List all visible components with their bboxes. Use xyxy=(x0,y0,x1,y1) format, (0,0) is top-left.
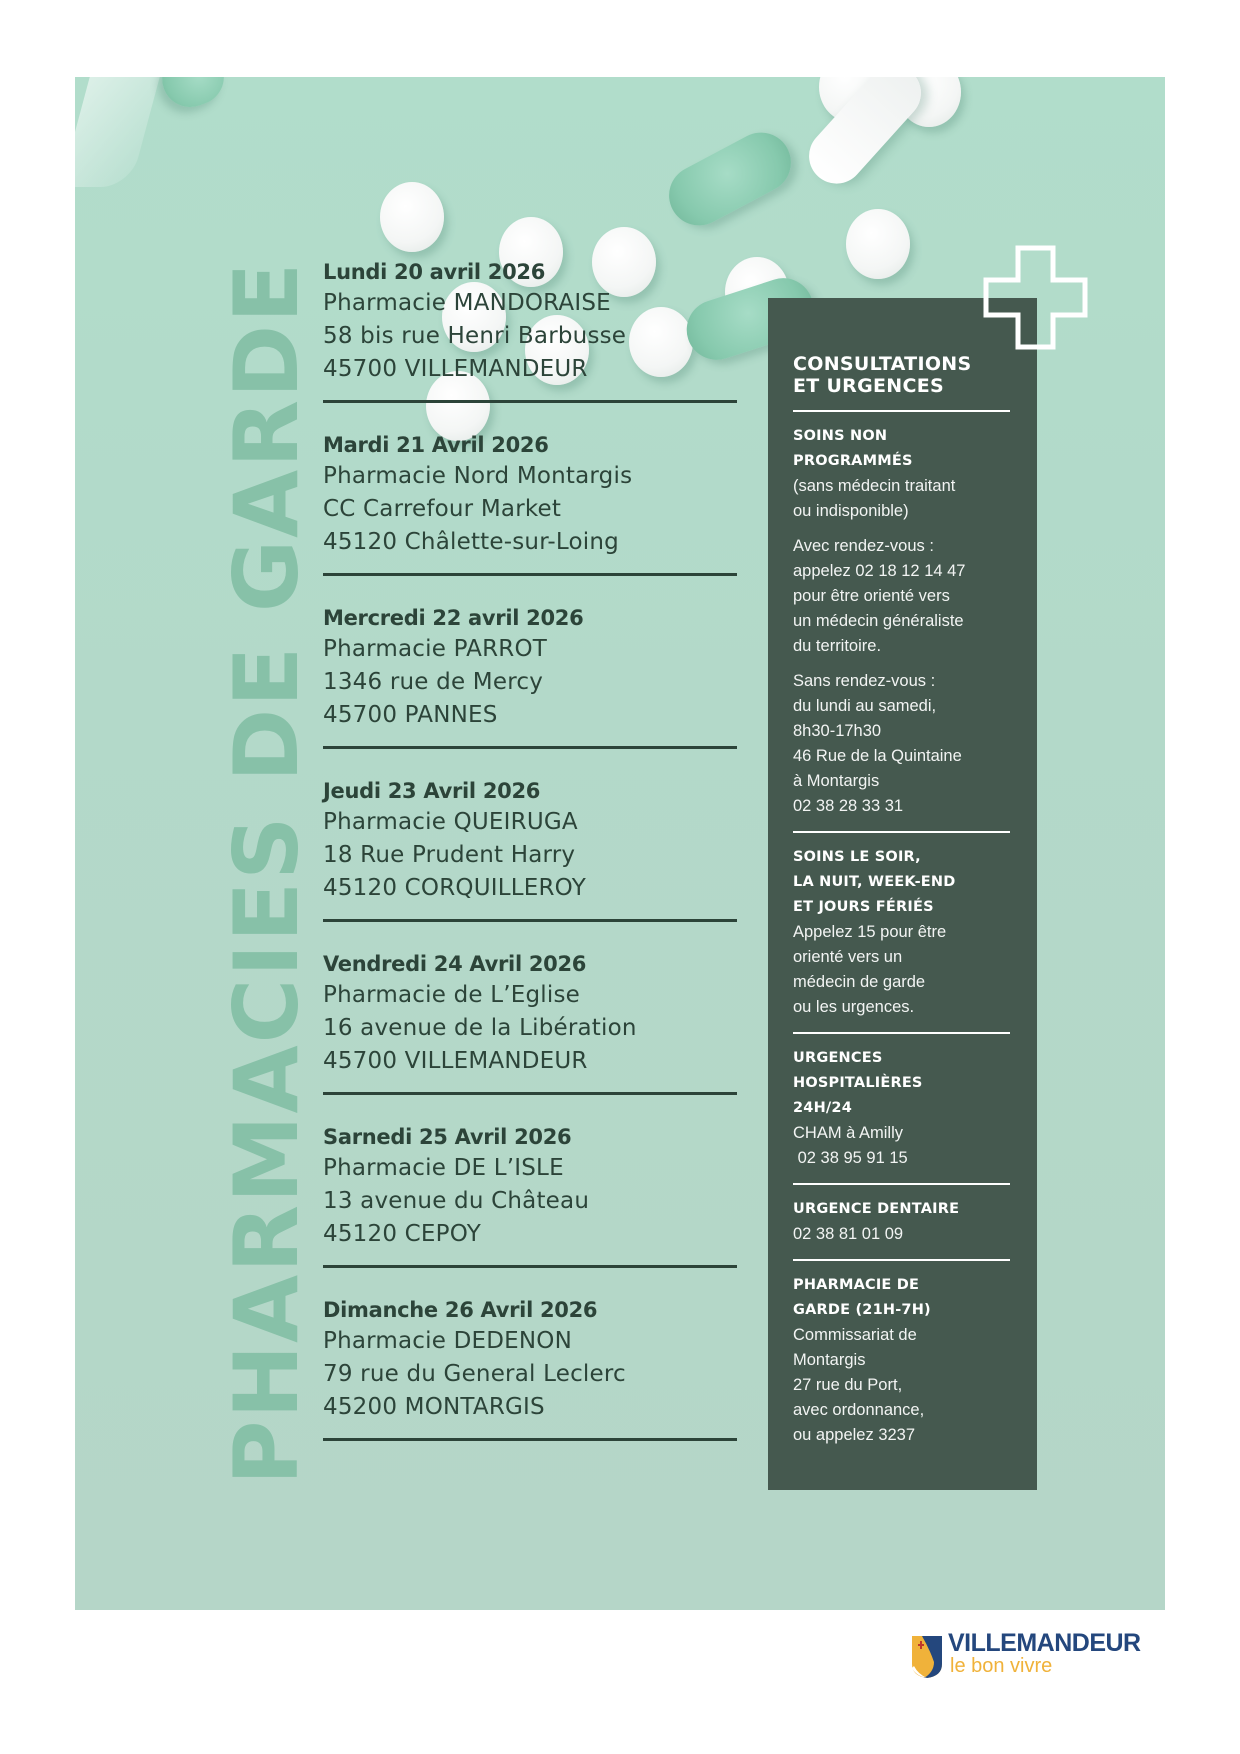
section-text: médecin de garde xyxy=(793,973,926,991)
section-heading: URGENCES xyxy=(793,1050,883,1066)
divider xyxy=(793,1032,1010,1034)
section-heading: SOINS NON xyxy=(793,428,888,444)
panel-title-line: CONSULTATIONS xyxy=(793,353,972,375)
pharmacy-address: 13 avenue du Château xyxy=(323,1188,590,1214)
section-text: du lundi au samedi, xyxy=(793,697,937,715)
entry-date: Jeudi 23 Avril 2026 xyxy=(323,779,541,803)
section-text: du territoire. xyxy=(793,637,882,655)
section-text: pour être orienté vers xyxy=(793,587,950,605)
divider xyxy=(323,1092,737,1095)
section-text: (sans médecin traitant xyxy=(793,477,956,495)
divider xyxy=(793,410,1010,412)
section-soins-non-programmes xyxy=(793,424,1010,819)
divider xyxy=(323,573,737,576)
pharmacy-entry xyxy=(323,776,737,949)
pharmacy-address: CC Carrefour Market xyxy=(323,496,562,522)
green-tablet-decoration xyxy=(154,77,231,115)
section-text: Avec rendez-vous : xyxy=(793,537,934,555)
vial-decoration xyxy=(75,77,160,187)
address-text: 27 rue du Port, xyxy=(793,1376,903,1394)
white-pill-decoration xyxy=(380,182,444,252)
pharmacy-name: Pharmacie de L’Eglise xyxy=(323,982,581,1008)
consultations-panel xyxy=(768,298,1037,1490)
page-title: PHARMACIES DE GARDE xyxy=(215,260,318,1485)
pharmacy-name: Pharmacie DEDENON xyxy=(323,1328,572,1354)
section-text: orienté vers un xyxy=(793,948,903,966)
pharmacy-city: 45700 VILLEMANDEUR xyxy=(323,1048,588,1074)
pharmacy-city: 45700 PANNES xyxy=(323,702,498,728)
pharmacy-entry xyxy=(323,1295,737,1468)
section-heading: URGENCE DENTAIRE xyxy=(793,1201,960,1217)
pharmacy-address: 79 rue du General Leclerc xyxy=(323,1361,626,1387)
entry-date: Vendredi 24 Avril 2026 xyxy=(323,952,587,976)
divider xyxy=(793,1259,1010,1261)
phone-text: appelez 02 18 12 14 47 xyxy=(793,562,966,580)
divider xyxy=(793,831,1010,833)
pharmacy-address: 1346 rue de Mercy xyxy=(323,669,544,695)
section-text: ou indisponible) xyxy=(793,502,909,520)
white-capsule-decoration xyxy=(798,77,933,195)
pharmacy-entry xyxy=(323,430,737,603)
section-text: ou les urgences. xyxy=(793,998,915,1016)
address-text: 46 Rue de la Quintaine xyxy=(793,747,962,765)
panel-title-line: ET URGENCES xyxy=(793,375,944,397)
divider xyxy=(323,919,737,922)
entry-date: Mardi 21 Avril 2026 xyxy=(323,433,549,457)
section-text: Appelez 15 pour être xyxy=(793,923,947,941)
pharmacy-address: 58 bis rue Henri Barbusse xyxy=(323,323,627,349)
divider xyxy=(323,400,737,403)
pharmacy-name: Pharmacie Nord Montargis xyxy=(323,463,633,489)
pharmacy-list xyxy=(323,257,737,1468)
pharmacy-entry xyxy=(323,949,737,1122)
pharmacy-city: 45120 CEPOY xyxy=(323,1221,482,1247)
entry-date: Mercredi 22 avril 2026 xyxy=(323,606,584,630)
pharmacy-address: 18 Rue Prudent Harry xyxy=(323,842,576,868)
section-text: un médecin généraliste xyxy=(793,612,964,630)
section-soins-soir xyxy=(793,845,1010,1020)
section-urgence-dentaire xyxy=(793,1197,1010,1247)
divider xyxy=(323,1265,737,1268)
pharmacy-city: 45120 Châlette-sur-Loing xyxy=(323,529,619,555)
pharmacy-address: 16 avenue de la Libération xyxy=(323,1015,637,1041)
pharmacy-entry xyxy=(323,257,737,430)
phone-text: ou appelez 3237 xyxy=(793,1426,916,1444)
section-heading: HOSPITALIÈRES xyxy=(793,1075,923,1091)
phone-text: 02 38 95 91 15 xyxy=(793,1149,908,1167)
pharmacy-name: Pharmacie MANDORAISE xyxy=(323,290,611,316)
section-heading: 24H/24 xyxy=(793,1100,852,1116)
pharmacy-name: Pharmacie DE L’ISLE xyxy=(323,1155,564,1181)
logo-name: VILLEMANDEUR xyxy=(948,1629,1141,1657)
entry-date: Sarnedi 25 Avril 2026 xyxy=(323,1125,572,1149)
hours-text: 8h30-17h30 xyxy=(793,722,882,740)
section-pharmacie-nuit xyxy=(793,1273,1010,1448)
pharmacy-entry xyxy=(323,603,737,776)
villemandeur-logo xyxy=(910,1628,1160,1684)
section-text: Sans rendez-vous : xyxy=(793,672,936,690)
divider xyxy=(323,746,737,749)
section-text: Commissariat de xyxy=(793,1326,917,1344)
logo-tagline: le bon vivre xyxy=(950,1655,1053,1677)
pharmacy-city: 45200 MONTARGIS xyxy=(323,1394,545,1420)
section-heading: SOINS LE SOIR, xyxy=(793,849,921,865)
poster-background xyxy=(75,77,1165,1610)
phone-text: 02 38 28 33 31 xyxy=(793,797,904,815)
pharmacy-city: 45120 CORQUILLEROY xyxy=(323,875,586,901)
section-text: Montargis xyxy=(793,1351,866,1369)
pharmacy-city: 45700 VILLEMANDEUR xyxy=(323,356,588,382)
section-urgences-hospitalieres xyxy=(793,1046,1010,1171)
section-text: avec ordonnance, xyxy=(793,1401,925,1419)
pharmacy-cross-icon xyxy=(983,245,1088,350)
white-pill-decoration xyxy=(846,209,910,279)
coat-of-arms-icon xyxy=(910,1628,944,1680)
section-heading: PROGRAMMÉS xyxy=(793,453,913,469)
pharmacy-name: Pharmacie PARROT xyxy=(323,636,548,662)
divider xyxy=(323,1438,737,1441)
section-text: CHAM à Amilly xyxy=(793,1124,904,1142)
phone-text: 02 38 81 01 09 xyxy=(793,1225,904,1243)
entry-date: Lundi 20 avril 2026 xyxy=(323,260,546,284)
section-heading: PHARMACIE DE xyxy=(793,1277,920,1293)
section-heading: LA NUIT, WEEK-END xyxy=(793,874,956,890)
entry-date: Dimanche 26 Avril 2026 xyxy=(323,1298,598,1322)
pharmacy-entry xyxy=(323,1122,737,1295)
section-heading: ET JOURS FÉRIÉS xyxy=(793,899,934,915)
green-capsule-decoration xyxy=(659,122,802,236)
panel-title xyxy=(793,353,1010,397)
address-text: à Montargis xyxy=(793,772,880,790)
section-heading: GARDE (21H-7H) xyxy=(793,1302,931,1318)
divider xyxy=(793,1183,1010,1185)
pharmacy-name: Pharmacie QUEIRUGA xyxy=(323,809,578,835)
